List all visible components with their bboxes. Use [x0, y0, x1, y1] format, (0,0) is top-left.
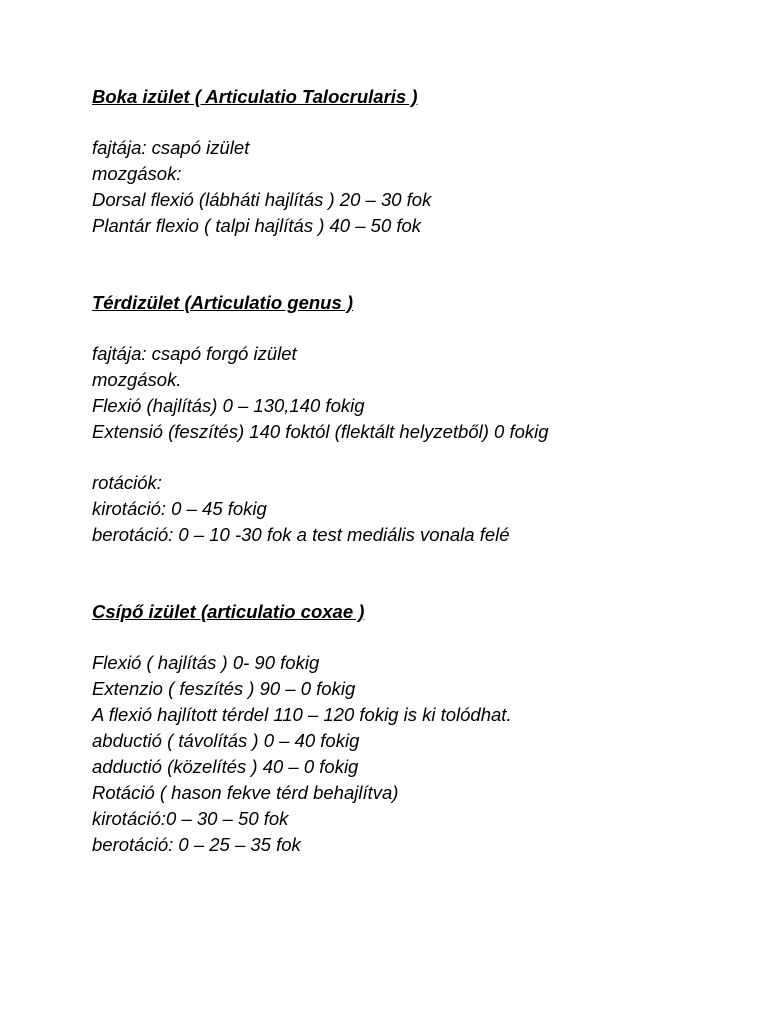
knee-external-rotation-line: kirotáció: 0 – 45 fokig — [92, 498, 267, 519]
hip-abduction-line: abductió ( távolítás ) 0 – 40 fokig — [92, 730, 360, 751]
hip-extension-line: Extenzio ( feszítés ) 90 – 0 fokig — [92, 678, 356, 699]
section-heading-knee: Térdizület (Articulatio genus ) — [92, 292, 354, 313]
knee-type-line: fajtája: csapó forgó izület — [92, 343, 297, 364]
hip-flexion-bent-knee-line: A flexió hajlított térdel 110 – 120 fokig is ki tolódhat. — [92, 704, 512, 725]
knee-internal-rotation-line: berotáció: 0 – 10 -30 fok a test mediális vonala felé — [92, 524, 510, 545]
ankle-dorsal-flexion-line: Dorsal flexió (lábháti hajlítás ) 20 – 30 fok — [92, 189, 432, 210]
hip-flexion-line: Flexió ( hajlítás ) 0- 90 fokig — [92, 652, 320, 673]
hip-adduction-line: adductió (közelítés ) 40 – 0 fokig — [92, 756, 359, 777]
hip-external-rotation-line: kirotáció:0 – 30 – 50 fok — [92, 808, 289, 829]
hip-internal-rotation-line: berotáció: 0 – 25 – 35 fok — [92, 834, 301, 855]
ankle-type-line: fajtája: csapó izület — [92, 137, 250, 158]
knee-flexion-line: Flexió (hajlítás) 0 – 130,140 fokig — [92, 395, 365, 416]
section-heading-hip: Csípő izület (articulatio coxae ) — [92, 601, 365, 622]
ankle-movements-label: mozgások: — [92, 163, 182, 184]
knee-movements-label: mozgások. — [92, 369, 182, 390]
knee-rotations-label: rotációk: — [92, 472, 162, 493]
section-heading-ankle: Boka izület ( Articulatio Talocrularis ) — [92, 86, 418, 107]
ankle-plantar-flexion-line: Plantár flexio ( talpi hajlítás ) 40 – 50 fok — [92, 215, 422, 236]
knee-extension-line: Extensió (feszítés) 140 foktól (flektált helyzetből) 0 fokig — [92, 421, 549, 442]
hip-rotation-label: Rotáció ( hason fekve térd behajlítva) — [92, 782, 399, 803]
